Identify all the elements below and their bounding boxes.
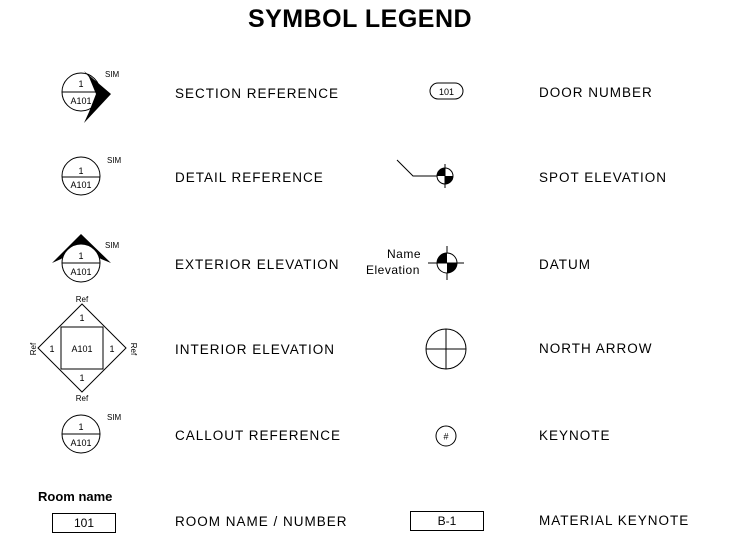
exterior-elev-sheet: A101 bbox=[70, 267, 92, 277]
detail-reference-icon bbox=[55, 152, 135, 197]
interior-elev-ref-top: Ref bbox=[75, 295, 89, 304]
interior-elevation-label: INTERIOR ELEVATION bbox=[175, 342, 336, 357]
callout-ref-sim-tag: SIM bbox=[107, 413, 122, 422]
interior-elev-top-number: 1 bbox=[79, 313, 85, 323]
section-ref-number: 1 bbox=[78, 79, 84, 89]
callout-ref-number: 1 bbox=[78, 422, 84, 432]
datum-label: DATUM bbox=[539, 257, 591, 272]
interior-elev-ref-bottom: Ref bbox=[75, 394, 89, 403]
room-number-tag: 101 bbox=[52, 513, 116, 533]
interior-elev-ref-right: Ref bbox=[129, 342, 138, 356]
north-arrow-icon bbox=[423, 326, 469, 372]
detail-ref-sheet: A101 bbox=[70, 180, 92, 190]
material-keynote-label: MATERIAL KEYNOTE bbox=[539, 513, 690, 528]
exterior-elevation-label: EXTERIOR ELEVATION bbox=[175, 257, 340, 272]
legend-title: SYMBOL LEGEND bbox=[247, 5, 473, 33]
spot-elevation-label: SPOT ELEVATION bbox=[539, 170, 668, 185]
section-ref-sim-tag: SIM bbox=[105, 70, 120, 79]
detail-ref-number: 1 bbox=[78, 166, 84, 176]
section-reference-icon bbox=[55, 62, 135, 127]
keynote-label: KEYNOTE bbox=[539, 428, 611, 443]
door-tag-icon bbox=[428, 81, 468, 103]
section-ref-sheet: A101 bbox=[70, 96, 92, 106]
datum-name-text: Name bbox=[387, 247, 422, 261]
door-number-value: 101 bbox=[438, 87, 455, 97]
callout-reference-label: CALLOUT REFERENCE bbox=[175, 428, 342, 443]
interior-elev-ref-left: Ref bbox=[29, 342, 38, 356]
room-name-text: Room name bbox=[38, 489, 113, 504]
exterior-elev-number: 1 bbox=[78, 251, 84, 261]
keynote-icon bbox=[433, 423, 459, 449]
exterior-elev-sim-tag: SIM bbox=[105, 241, 120, 250]
detail-ref-sim-tag: SIM bbox=[107, 156, 122, 165]
detail-reference-label: DETAIL REFERENCE bbox=[175, 170, 324, 185]
datum-icon bbox=[428, 244, 466, 282]
callout-reference-icon bbox=[55, 407, 135, 457]
door-number-label: DOOR NUMBER bbox=[539, 85, 653, 100]
exterior-elevation-icon bbox=[50, 232, 135, 284]
datum-elevation-text: Elevation bbox=[366, 263, 420, 277]
north-arrow-label: NORTH ARROW bbox=[539, 341, 653, 356]
callout-ref-sheet: A101 bbox=[70, 438, 92, 448]
interior-elev-right-number: 1 bbox=[109, 344, 115, 354]
spot-elevation-icon bbox=[395, 158, 460, 194]
material-keynote-tag: B-1 bbox=[410, 511, 484, 531]
keynote-value: # bbox=[443, 431, 449, 442]
section-reference-label: SECTION REFERENCE bbox=[175, 86, 340, 101]
room-name-number-label: ROOM NAME / NUMBER bbox=[175, 514, 348, 529]
interior-elev-bottom-number: 1 bbox=[79, 373, 85, 383]
interior-elevation-icon bbox=[25, 292, 145, 407]
interior-elev-left-number: 1 bbox=[49, 344, 55, 354]
interior-elev-sheet: A101 bbox=[71, 344, 93, 354]
